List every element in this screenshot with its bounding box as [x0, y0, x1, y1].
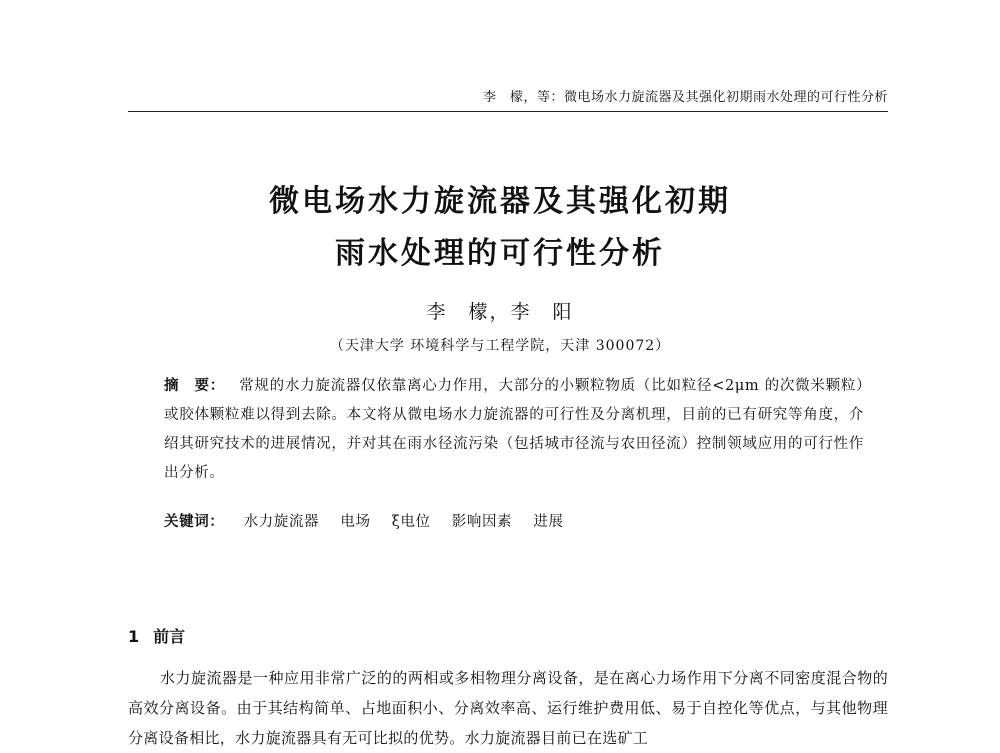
paper-title-line-1: 微电场水力旋流器及其强化初期 [269, 184, 731, 219]
keyword: 影响因素 [451, 514, 513, 530]
keyword: ξ电位 [391, 514, 431, 530]
keyword: 水力旋流器 [243, 514, 320, 530]
abstract-label: 摘 要： [164, 378, 226, 394]
keyword: 进展 [533, 514, 564, 530]
abstract-text: 常规的水力旋流器仅依靠离心力作用，大部分的小颗粒物质（比如粒径<2μm 的次微米颗粒）或胶体颗粒难以得到去除。本文将从微电场水力旋流器的可行性及分离机理，目前的已有研究等角度，介绍其研究技术的进展情况，并对其在雨水径流污染（包括城市径流与农田径流）控制领域应用的可行性作出分析。 [164, 378, 864, 481]
keywords [164, 510, 864, 531]
paper-title-line-2: 雨水处理的可行性分析 [335, 236, 665, 271]
section-title: 前言 [153, 627, 186, 646]
running-header: 李 檬，等：微电场水力旋流器及其强化初期雨水处理的可行性分析 [128, 86, 888, 112]
affiliation: （天津大学 环境科学与工程学院，天津 300072） [329, 338, 671, 354]
keyword: 电场 [340, 514, 371, 530]
body-paragraph: 水力旋流器是一种应用非常广泛的的两相或多相物理分离设备，是在离心力场作用下分离不同密度混合物的高效分离设备。由于其结构简单、占地面积小、分离效率高、运行维护费用低、易于自控化等优点，与其他物理分离设备相比，水力旋流器具有无可比拟的优势。水力旋流器目前已在选矿工 [128, 669, 888, 747]
authors: 李 檬，李 阳 [426, 301, 574, 323]
keywords-label: 关键词： [164, 514, 225, 530]
abstract [164, 372, 864, 488]
section-number: 1 [128, 627, 140, 646]
section-heading-introduction [128, 624, 185, 647]
